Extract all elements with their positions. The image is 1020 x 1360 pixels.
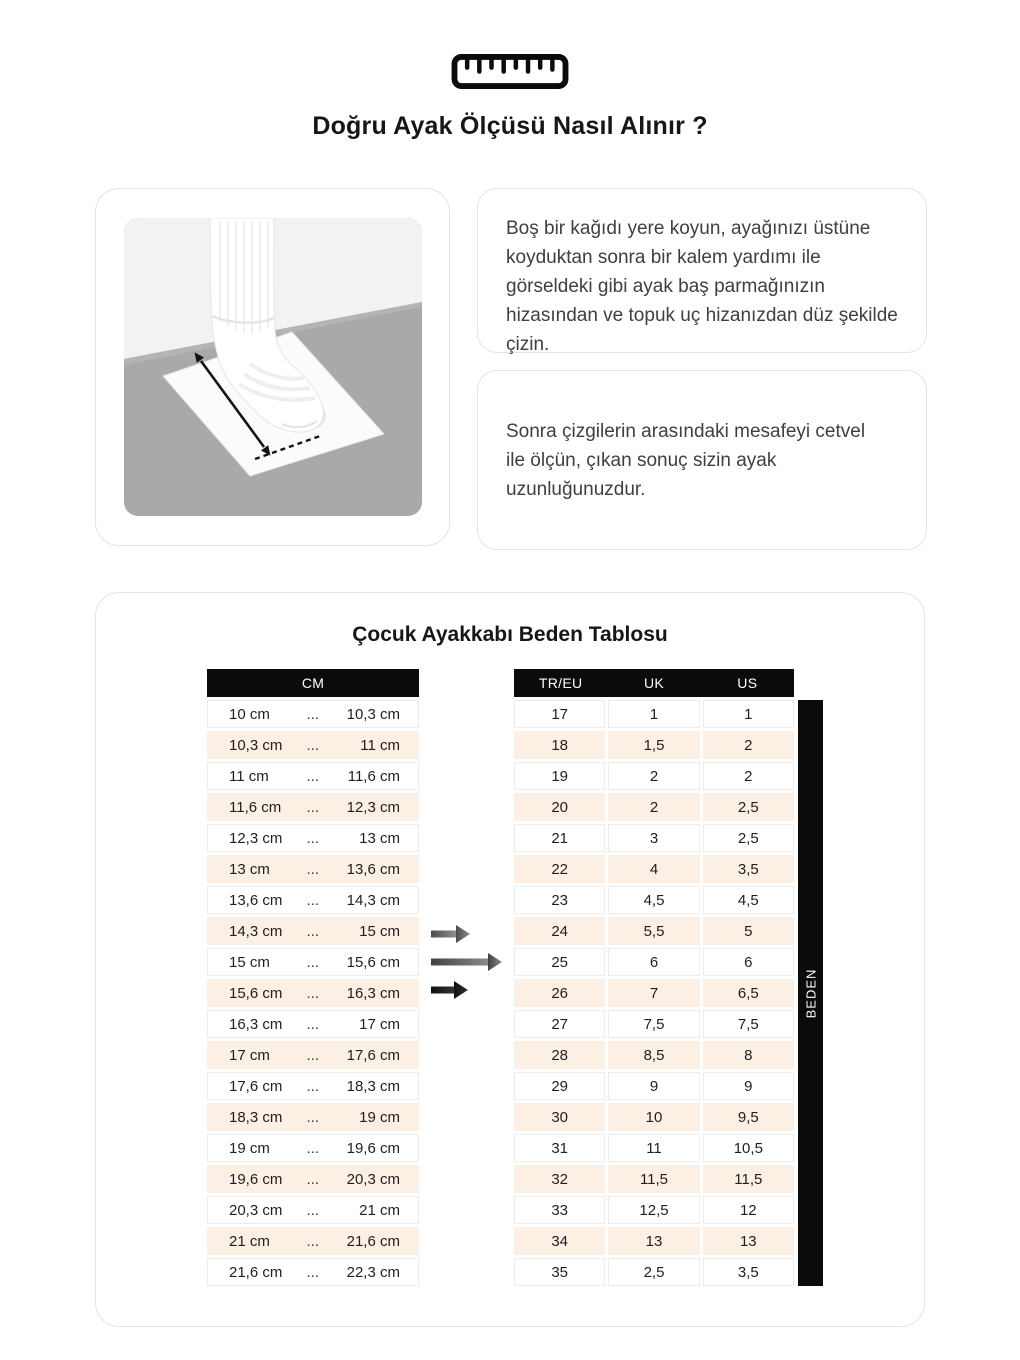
range-separator: ...	[306, 1077, 320, 1095]
conversion-table	[514, 669, 794, 1286]
range-separator: ...	[306, 1046, 320, 1064]
range-separator: ...	[306, 736, 320, 754]
cm-table-row	[207, 1134, 419, 1162]
tr-eu-value: 25	[514, 948, 605, 976]
cm-to-value: 16,3 cm	[346, 984, 400, 1002]
uk-value: 6	[608, 948, 699, 976]
beden-side-bar	[798, 700, 823, 1286]
uk-value: 9	[608, 1072, 699, 1100]
us-value: 8	[703, 1041, 794, 1069]
cm-to-value: 13 cm	[359, 829, 400, 847]
instruction-step-2	[477, 370, 927, 550]
cm-from-value: 12,3 cm	[229, 829, 283, 847]
cm-table-row	[207, 917, 419, 945]
range-separator: ...	[306, 829, 320, 847]
tr-eu-value: 22	[514, 855, 605, 883]
uk-value: 2	[608, 762, 699, 790]
tr-eu-value: 31	[514, 1134, 605, 1162]
uk-value: 2,5	[608, 1258, 699, 1286]
cm-from-value: 10,3 cm	[229, 736, 283, 754]
size-chart-card	[95, 592, 925, 1327]
conversion-table-row	[514, 886, 794, 914]
cm-table-row	[207, 1041, 419, 1069]
conversion-table-row	[514, 979, 794, 1007]
measurement-photo-card	[95, 188, 450, 546]
conversion-table-row	[514, 1196, 794, 1224]
conversion-table-row	[514, 700, 794, 728]
cm-to-value: 11 cm	[360, 736, 400, 754]
range-separator: ...	[306, 1201, 320, 1219]
uk-value: 2	[608, 793, 699, 821]
tr-eu-value: 35	[514, 1258, 605, 1286]
range-separator: ...	[306, 953, 320, 971]
cm-to-value: 15,6 cm	[346, 953, 400, 971]
cm-from-value: 15,6 cm	[229, 984, 283, 1002]
us-value: 2,5	[703, 824, 794, 852]
cm-to-value: 10,3 cm	[346, 705, 400, 723]
cm-to-value: 14,3 cm	[346, 891, 400, 909]
conversion-table-row	[514, 731, 794, 759]
uk-value: 11	[608, 1134, 699, 1162]
conversion-table-row	[514, 824, 794, 852]
conversion-table-row	[514, 1227, 794, 1255]
uk-value: 10	[608, 1103, 699, 1131]
conversion-table-body	[514, 700, 794, 1286]
cm-from-value: 21 cm	[229, 1232, 270, 1250]
cm-to-value: 21,6 cm	[346, 1232, 400, 1250]
tr-eu-value: 29	[514, 1072, 605, 1100]
tr-eu-value: 34	[514, 1227, 605, 1255]
tr-eu-value: 33	[514, 1196, 605, 1224]
cm-table-row	[207, 948, 419, 976]
cm-to-value: 17 cm	[359, 1015, 400, 1033]
cm-from-value: 19,6 cm	[229, 1170, 283, 1188]
cm-from-value: 21,6 cm	[229, 1263, 283, 1281]
instruction-steps	[477, 188, 927, 550]
us-value: 4,5	[703, 886, 794, 914]
cm-table-row	[207, 1165, 419, 1193]
us-value: 6,5	[703, 979, 794, 1007]
cm-table-row	[207, 1072, 419, 1100]
range-separator: ...	[306, 767, 320, 785]
cm-to-value: 19,6 cm	[346, 1139, 400, 1157]
us-value: 6	[703, 948, 794, 976]
cm-from-value: 16,3 cm	[229, 1015, 283, 1033]
us-value: 13	[703, 1227, 794, 1255]
ruler-icon	[0, 0, 1020, 90]
range-separator: ...	[306, 1139, 320, 1157]
uk-value: 13	[608, 1227, 699, 1255]
cm-from-value: 15 cm	[229, 953, 270, 971]
uk-value: 7	[608, 979, 699, 1007]
size-chart-tables	[96, 669, 924, 1286]
cm-table-row	[207, 762, 419, 790]
range-separator: ...	[306, 1232, 320, 1250]
conversion-table-row	[514, 1165, 794, 1193]
tr-eu-value: 24	[514, 917, 605, 945]
us-value: 9,5	[703, 1103, 794, 1131]
conversion-table-row	[514, 855, 794, 883]
cm-from-value: 18,3 cm	[229, 1108, 283, 1126]
range-separator: ...	[306, 1263, 320, 1281]
conversion-table-row	[514, 1103, 794, 1131]
cm-from-value: 17,6 cm	[229, 1077, 283, 1095]
uk-value: 4,5	[608, 886, 699, 914]
cm-table-row	[207, 979, 419, 1007]
page-title: Doğru Ayak Ölçüsü Nasıl Alınır ?	[312, 112, 708, 140]
instruction-step-1-text: Boş bir kağıdı yere koyun, ayağınızı üstüne koyduktan sonra bir kalem yardımı ile görseldeki gibi ayak baş parmağınızın hizasından ve topuk uç hizanızdan düz şekilde çizin.	[506, 218, 898, 355]
cm-to-value: 20,3 cm	[346, 1170, 400, 1188]
uk-value: 12,5	[608, 1196, 699, 1224]
cm-table-row	[207, 1010, 419, 1038]
range-separator: ...	[306, 1170, 320, 1188]
instruction-step-1	[477, 188, 927, 353]
cm-table-row	[207, 1227, 419, 1255]
tr-eu-value: 19	[514, 762, 605, 790]
tr-eu-value: 23	[514, 886, 605, 914]
uk-value: 8,5	[608, 1041, 699, 1069]
cm-from-value: 10 cm	[229, 705, 270, 723]
uk-value: 3	[608, 824, 699, 852]
uk-value: 7,5	[608, 1010, 699, 1038]
range-separator: ...	[306, 984, 320, 1002]
conversion-table-row	[514, 917, 794, 945]
cm-from-value: 14,3 cm	[229, 922, 283, 940]
conversion-table-row	[514, 762, 794, 790]
us-value: 3,5	[703, 855, 794, 883]
cm-table-row	[207, 793, 419, 821]
uk-value: 1	[608, 700, 699, 728]
cm-to-value: 13,6 cm	[346, 860, 400, 878]
cm-table-header: CM	[207, 669, 419, 697]
us-value: 11,5	[703, 1165, 794, 1193]
range-separator: ...	[306, 798, 320, 816]
us-value: 7,5	[703, 1010, 794, 1038]
column-header-us: US	[737, 675, 758, 691]
conversion-table-row	[514, 1041, 794, 1069]
tr-eu-value: 21	[514, 824, 605, 852]
cm-from-value: 17 cm	[229, 1046, 270, 1064]
instructions-section	[95, 188, 1020, 550]
cm-table-row	[207, 731, 419, 759]
size-chart-title: Çocuk Ayakkabı Beden Tablosu	[352, 623, 668, 646]
cm-from-value: 13,6 cm	[229, 891, 283, 909]
column-header-uk: UK	[643, 675, 665, 691]
cm-from-value: 19 cm	[229, 1139, 270, 1157]
us-value: 3,5	[703, 1258, 794, 1286]
us-value: 12	[703, 1196, 794, 1224]
cm-table-row	[207, 1258, 419, 1286]
tr-eu-value: 32	[514, 1165, 605, 1193]
cm-table-row	[207, 1196, 419, 1224]
range-separator: ...	[306, 922, 320, 940]
uk-value: 5,5	[608, 917, 699, 945]
conversion-arrows-icon	[419, 924, 514, 1000]
range-separator: ...	[306, 860, 320, 878]
us-value: 2,5	[703, 793, 794, 821]
conversion-table-row	[514, 793, 794, 821]
beden-side-label: BEDEN	[803, 968, 819, 1018]
range-separator: ...	[306, 705, 320, 723]
conversion-table-row	[514, 1258, 794, 1286]
cm-to-value: 19 cm	[359, 1108, 400, 1126]
cm-table-body	[207, 700, 419, 1286]
cm-table	[207, 669, 419, 1286]
tr-eu-value: 26	[514, 979, 605, 1007]
tr-eu-value: 28	[514, 1041, 605, 1069]
conversion-table-row	[514, 1134, 794, 1162]
cm-to-value: 21 cm	[359, 1201, 400, 1219]
range-separator: ...	[306, 1108, 320, 1126]
us-value: 10,5	[703, 1134, 794, 1162]
cm-from-value: 11 cm	[229, 767, 269, 785]
uk-value: 4	[608, 855, 699, 883]
tr-eu-value: 17	[514, 700, 605, 728]
cm-table-row	[207, 824, 419, 852]
cm-from-value: 13 cm	[229, 860, 270, 878]
us-value: 2	[703, 731, 794, 759]
range-separator: ...	[306, 1015, 320, 1033]
range-separator: ...	[306, 891, 320, 909]
cm-table-row	[207, 1103, 419, 1131]
uk-value: 1,5	[608, 731, 699, 759]
conversion-table-row	[514, 1072, 794, 1100]
cm-to-value: 11,6 cm	[347, 767, 400, 785]
column-header-tr-eu: TR/EU	[538, 675, 583, 691]
us-value: 2	[703, 762, 794, 790]
cm-to-value: 17,6 cm	[346, 1046, 400, 1064]
cm-from-value: 20,3 cm	[229, 1201, 283, 1219]
us-value: 5	[703, 917, 794, 945]
cm-table-row	[207, 886, 419, 914]
cm-table-row	[207, 700, 419, 728]
conversion-table-row	[514, 1010, 794, 1038]
cm-to-value: 18,3 cm	[346, 1077, 400, 1095]
cm-to-value: 15 cm	[359, 922, 400, 940]
cm-from-value: 11,6 cm	[229, 798, 282, 816]
tr-eu-value: 20	[514, 793, 605, 821]
tr-eu-value: 18	[514, 731, 605, 759]
tr-eu-value: 27	[514, 1010, 605, 1038]
instruction-step-2-text: Sonra çizgilerin arasındaki mesafeyi cetvel ile ölçün, çıkan sonuç sizin ayak uzunluğunuzdur.	[506, 420, 866, 500]
foot-measurement-photo	[124, 218, 422, 516]
cm-table-row	[207, 855, 419, 883]
conversion-table-row	[514, 948, 794, 976]
conversion-table-header	[514, 669, 794, 697]
cm-to-value: 22,3 cm	[346, 1263, 400, 1281]
us-value: 1	[703, 700, 794, 728]
us-value: 9	[703, 1072, 794, 1100]
cm-to-value: 12,3 cm	[346, 798, 400, 816]
tr-eu-value: 30	[514, 1103, 605, 1131]
uk-value: 11,5	[608, 1165, 699, 1193]
